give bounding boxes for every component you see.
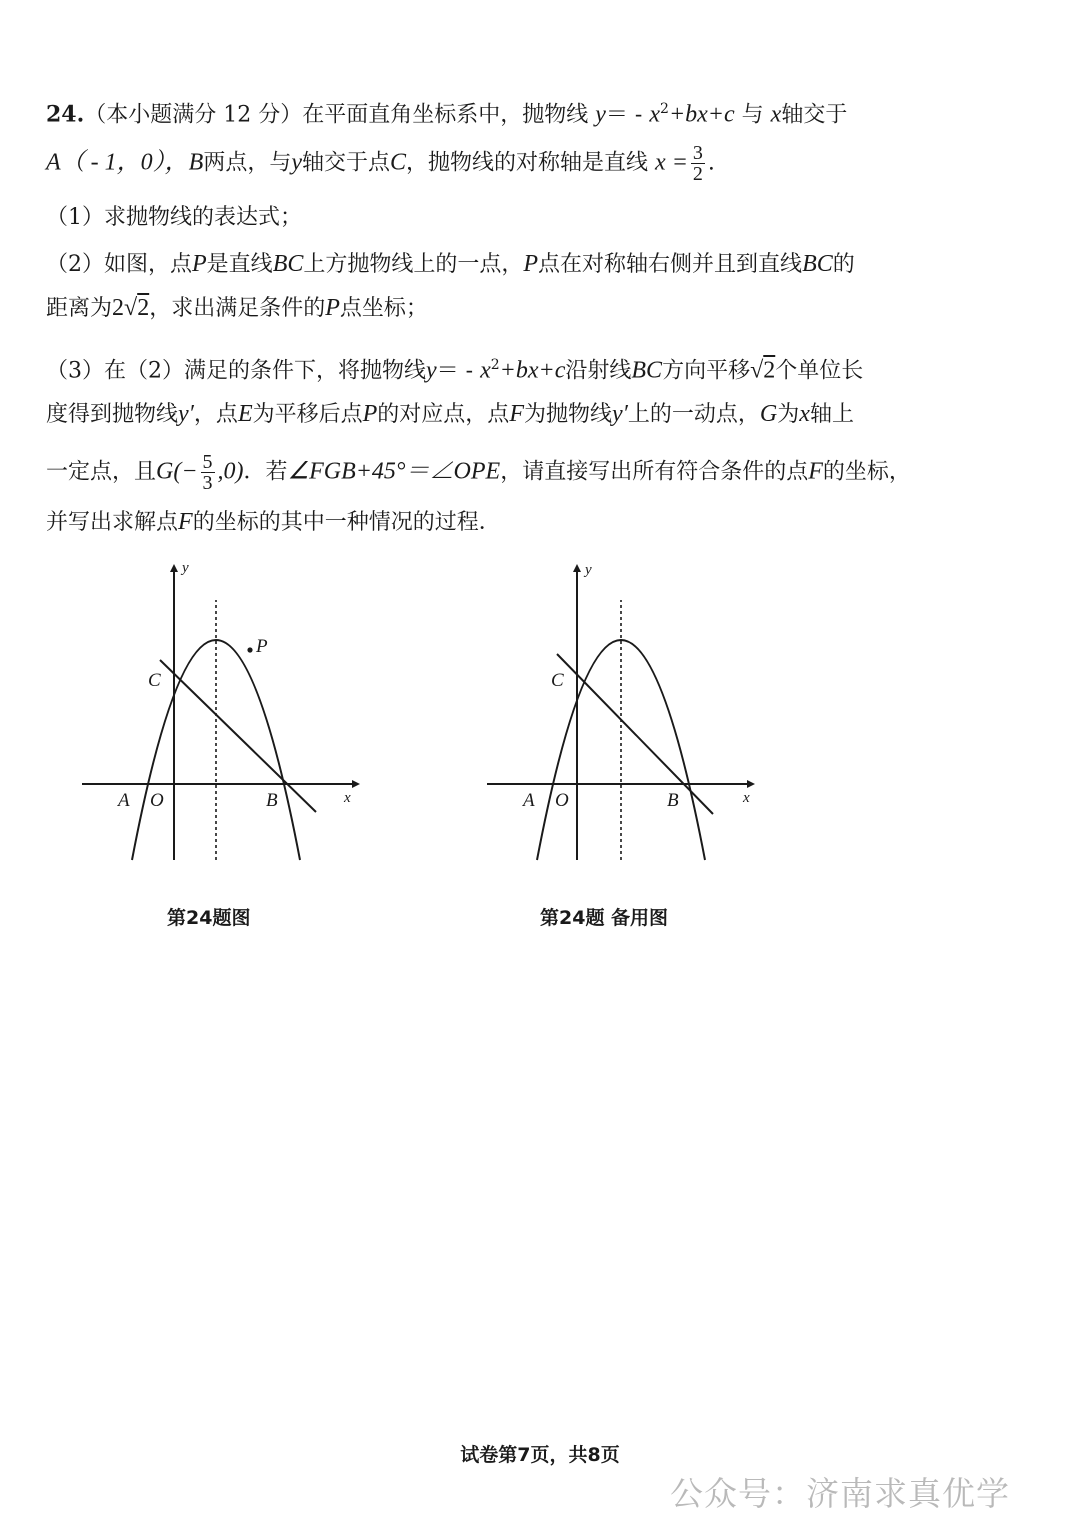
part-1: （1）求抛物线的表达式； — [46, 205, 302, 230]
two-root-two: 2√2 — [112, 295, 150, 321]
root-two: √2 — [750, 357, 776, 384]
math-c: C — [390, 149, 407, 176]
y-axis-arrow — [573, 564, 581, 572]
math-square: 2 — [660, 101, 669, 117]
text-intersect: 与 — [741, 102, 764, 128]
label-c: C — [148, 670, 161, 691]
text-axis-meet: 轴交于 — [781, 102, 848, 128]
question-line-2 — [46, 143, 1046, 184]
part-2-line-2: 距离为2√2，求出满足条件的P点坐标； — [46, 295, 428, 321]
math-y-axis: y — [291, 149, 302, 176]
label-b: B — [667, 790, 679, 811]
math-point-a: A（ - 1，0）， — [46, 149, 189, 176]
caption-backup: 第24题 备用图 — [540, 907, 669, 929]
label-a: A — [523, 790, 535, 811]
part-3-line-1: （3）在（2）满足的条件下，将抛物线$y= - x^2+bx+c$沿射线BC方向平移√2个单位长 — [46, 357, 864, 384]
point-p-dot — [247, 647, 252, 652]
page-footer: 试卷第7页，共8页 — [460, 1444, 620, 1466]
part-2-line-1: （2）如图，点P是直线BC上方抛物线上的一点，P点在对称轴右侧并且到直线BC的 — [46, 251, 855, 277]
x-axis-arrow — [747, 780, 755, 788]
line-bc — [160, 660, 316, 812]
math-eq: ＝ - — [605, 102, 643, 128]
fraction-five-thirds: $\frac{5}{3}$ — [202, 451, 213, 494]
line-bc — [557, 654, 713, 814]
math-axis-eq: x = — [655, 149, 688, 176]
caption-main: 第24题图 — [167, 907, 251, 929]
question-number: 24. — [46, 101, 85, 128]
math-x: x — [649, 101, 661, 128]
label-y: y — [585, 562, 592, 578]
part-3-line-2: 度得到抛物线y′，点E为平移后点P的对应点，点F为抛物线y′上的一动点，G为x轴上 — [46, 401, 854, 427]
x-axis-arrow — [352, 780, 360, 788]
label-a: A — [118, 790, 130, 811]
figure-main — [80, 560, 360, 870]
text-y-axis: 轴交于点 — [302, 150, 391, 176]
label-y: y — [182, 560, 189, 576]
text-two-points: 两点，与 — [203, 150, 292, 176]
y-axis-arrow — [170, 564, 178, 572]
math-rest: +bx+c — [668, 101, 735, 128]
label-c: C — [551, 670, 564, 691]
question-header: （本小题满分 12 分）在平面直角坐标系中，抛物线 — [84, 102, 589, 128]
part-3-line-3: 一定点，且G(− $\frac{5}{3}$ ,0)．若∠FGB+45°＝∠OPE，请直接写出所有符合条件的点F的坐标， — [46, 451, 911, 494]
figure-backup — [485, 560, 765, 870]
period: . — [707, 150, 715, 176]
label-o: O — [555, 790, 569, 811]
math-y: y — [595, 101, 606, 128]
math-b: B — [188, 149, 204, 176]
label-x: x — [344, 790, 351, 806]
label-x: x — [743, 790, 750, 806]
math-x-axis: x — [770, 101, 782, 128]
watermark: 公众号：济南求真优学 — [670, 1474, 1010, 1513]
angle-condition: ∠FGB+45°＝∠OPE — [287, 458, 501, 485]
label-p: P — [256, 636, 268, 657]
fraction-three-halves: $\frac{3}{2}$ — [692, 142, 703, 185]
part-3-line-4: 并写出求解点F的坐标的其中一种情况的过程． — [46, 509, 501, 535]
text-symmetry-axis: ，抛物线的对称轴是直线 — [406, 150, 649, 176]
question-line-1 — [46, 94, 1046, 130]
label-o: O — [150, 790, 164, 811]
label-b: B — [266, 790, 278, 811]
